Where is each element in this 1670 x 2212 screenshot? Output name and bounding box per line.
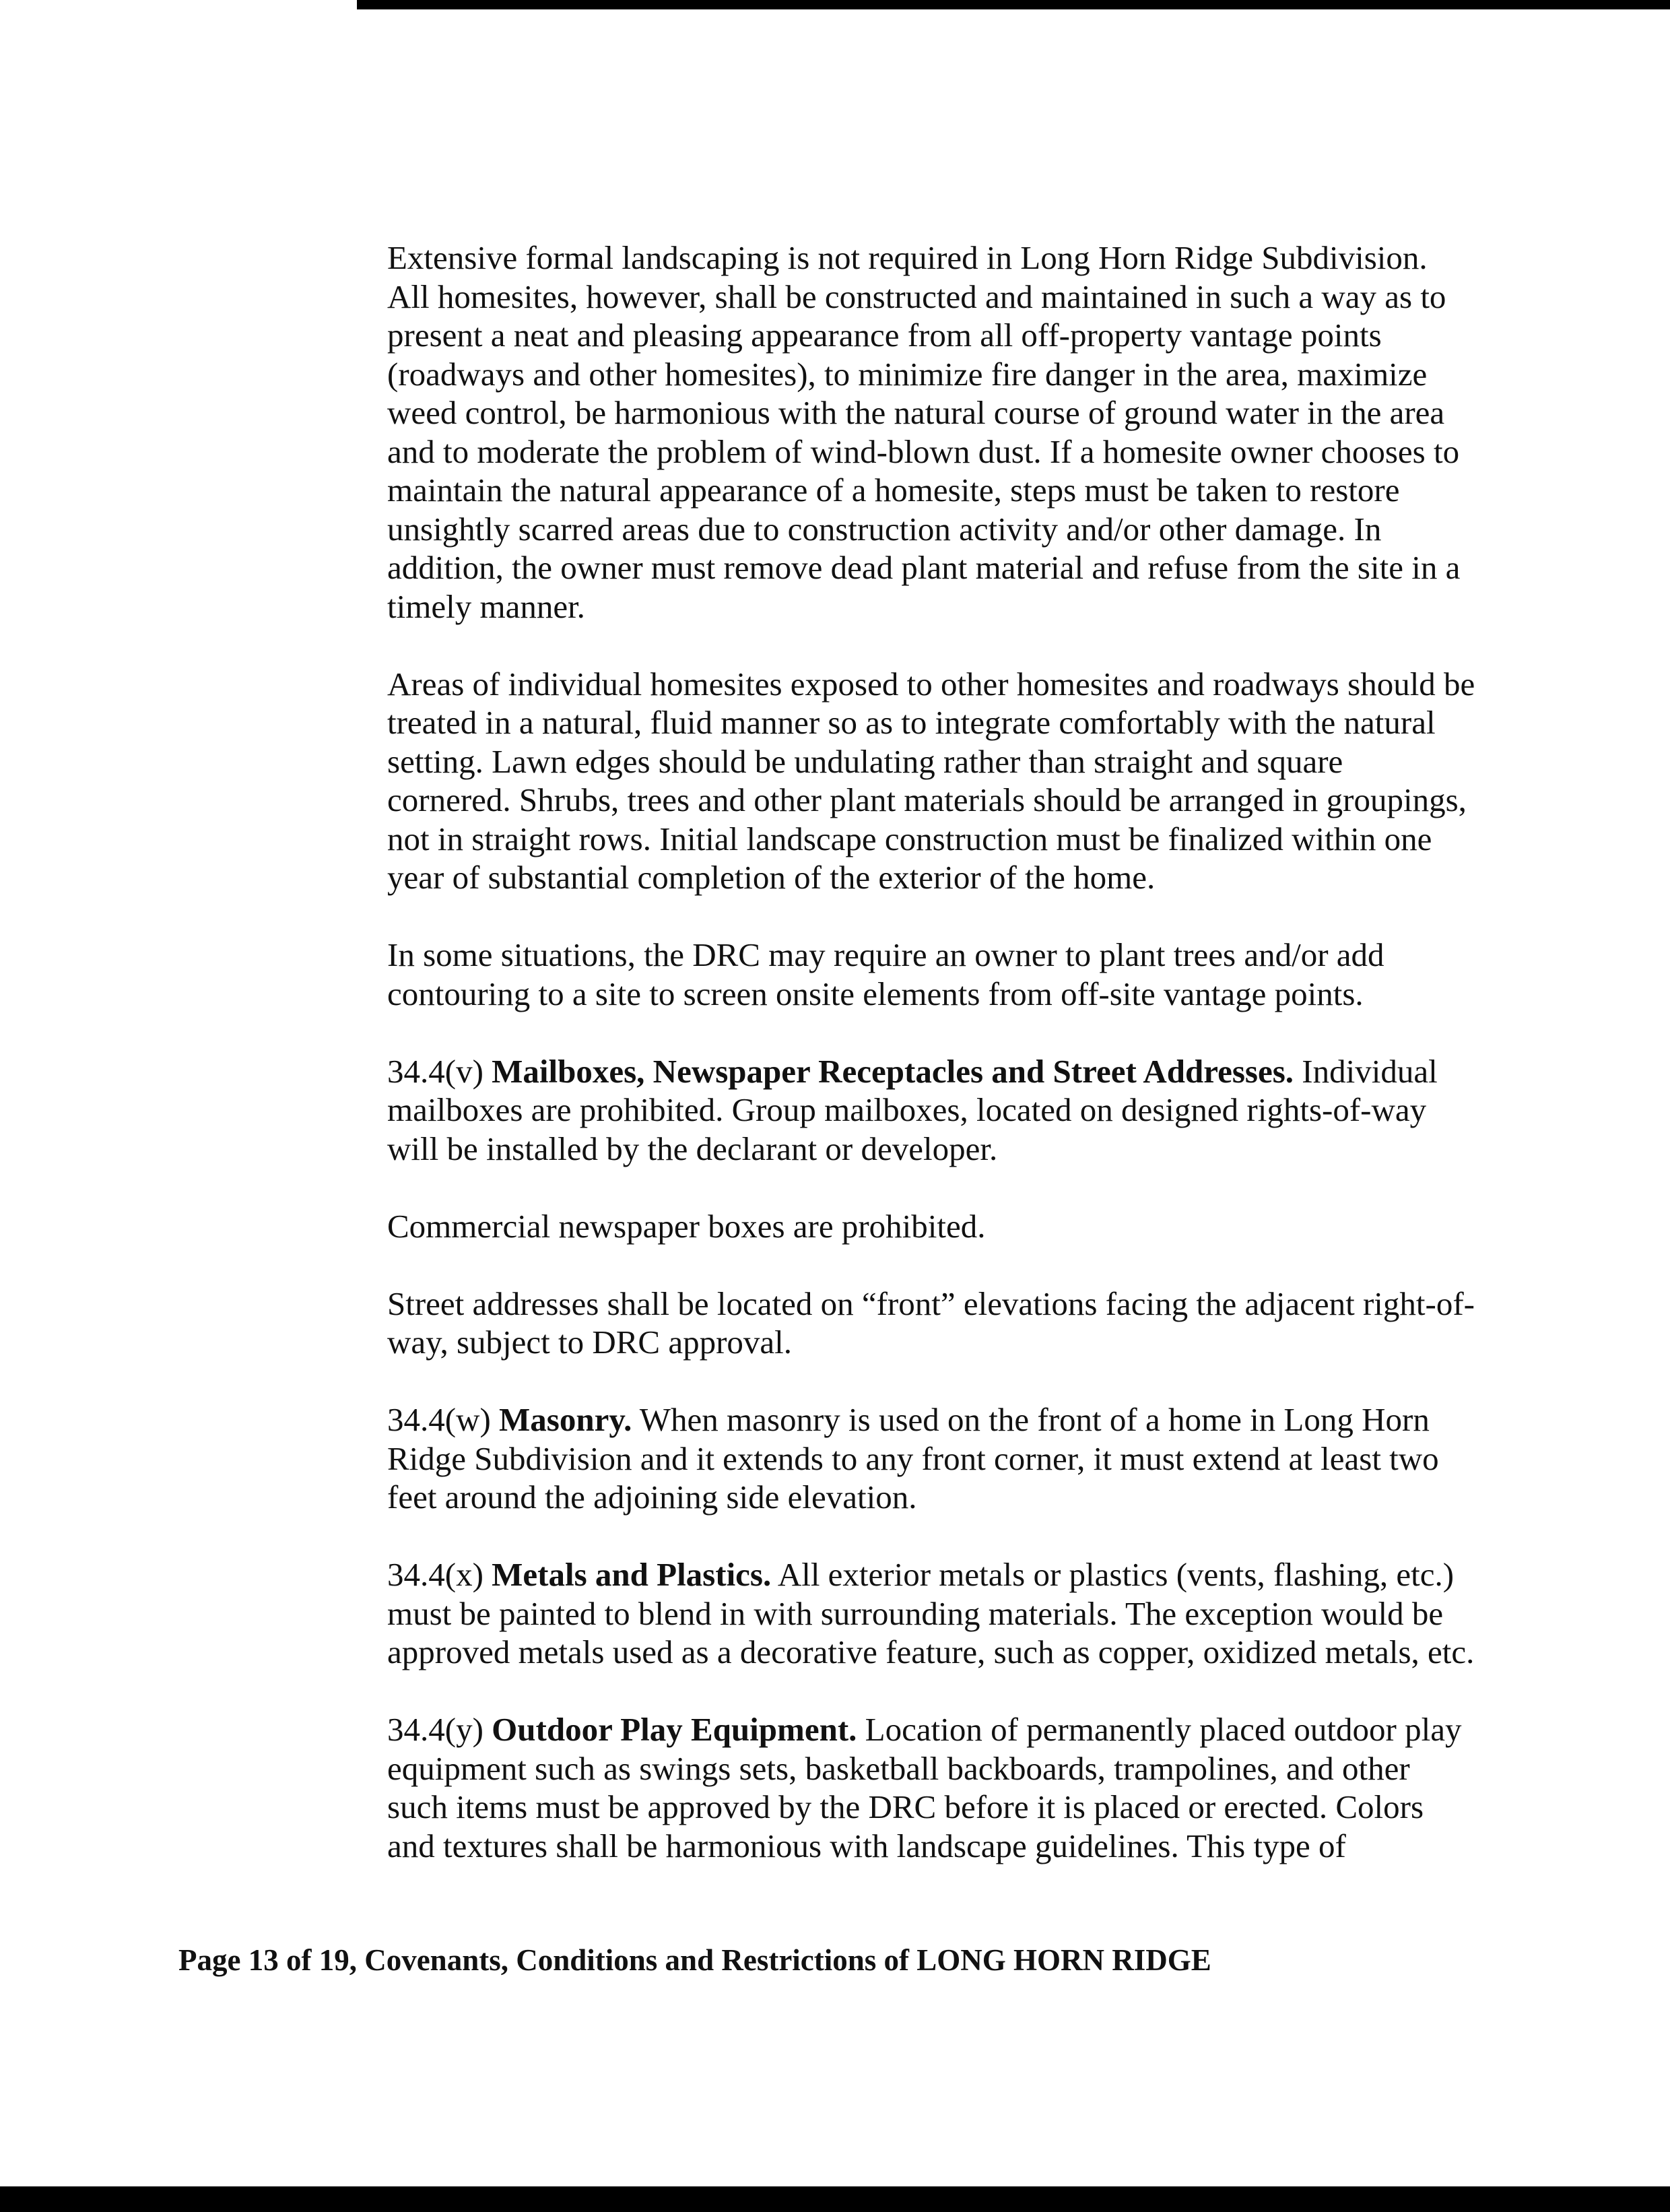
section-outdoor-play-equipment <box>387 1710 1508 1865</box>
text-line: Extensive formal landscaping is not required in Long Horn Ridge Subdivision. <box>387 239 1428 276</box>
text-line: All homesites, however, shall be constructed and maintained in such a way as to <box>387 278 1446 315</box>
section-heading: Metals and Plastics. <box>492 1556 772 1593</box>
text-line: Street addresses shall be located on “front” elevations facing the adjacent right-of- <box>387 1284 1475 1322</box>
text-line: setting. Lawn edges should be undulating rather than straight and square <box>387 742 1343 780</box>
text-line: In some situations, the DRC may require an owner to plant trees and/or add <box>387 936 1384 973</box>
section-metals-plastics <box>387 1555 1508 1672</box>
text-line: such items must be approved by the DRC before it is placed or erected. Colors <box>387 1788 1424 1825</box>
section-number: 34.4(x) <box>387 1556 483 1593</box>
text-line: mailboxes are prohibited. Group mailboxes, located on designed rights-of-way <box>387 1091 1427 1128</box>
text-line: cornered. Shrubs, trees and other plant materials should be arranged in groupings, <box>387 781 1467 818</box>
section-first-line <box>387 1052 1508 1091</box>
text-line: will be installed by the declarant or developer. <box>387 1130 998 1167</box>
text-line: unsightly scarred areas due to construction activity and/or other damage. In <box>387 510 1382 548</box>
text-line: treated in a natural, fluid manner so as to integrate comfortably with the natural <box>387 704 1436 741</box>
text-line: must be painted to blend in with surrounding materials. The exception would be <box>387 1594 1444 1632</box>
section-number: 34.4(v) <box>387 1052 483 1090</box>
paragraph-drc-trees <box>387 936 1508 1013</box>
section-heading: Outdoor Play Equipment. <box>492 1711 857 1748</box>
text-line: way, subject to DRC approval. <box>387 1324 793 1361</box>
paragraph-homesite-areas <box>387 665 1508 897</box>
section-heading: Masonry. <box>499 1401 632 1438</box>
scan-border-top <box>357 0 1670 9</box>
text-line: Areas of individual homesites exposed to other homesites and roadways should be <box>387 665 1475 703</box>
text-line: not in straight rows. Initial landscape construction must be finalized within one <box>387 820 1432 857</box>
section-number: 34.4(y) <box>387 1711 483 1748</box>
section-text: Location of permanently placed outdoor play <box>865 1711 1462 1748</box>
document-body <box>387 238 1508 1904</box>
text-line: equipment such as swings sets, basketball backboards, trampolines, and other <box>387 1749 1410 1787</box>
text-line: approved metals used as a decorative feature, such as copper, oxidized metals, etc. <box>387 1633 1475 1670</box>
paragraph-landscaping <box>387 238 1508 626</box>
text-line: weed control, be harmonious with the natural course of ground water in the area <box>387 394 1445 431</box>
section-number: 34.4(w) <box>387 1401 491 1438</box>
scan-border-bottom <box>0 2186 1670 2212</box>
text-line: and textures shall be harmonious with landscape guidelines. This type of <box>387 1827 1346 1864</box>
text-line: and to moderate the problem of wind-blown dust. If a homesite owner chooses to <box>387 432 1460 470</box>
text-line: present a neat and pleasing appearance from all off-property vantage points <box>387 317 1382 354</box>
page-footer: Page 13 of 19, Covenants, Conditions and Restrictions of LONG HORN RIDGE <box>178 1943 1211 1977</box>
section-first-line <box>387 1400 1508 1439</box>
text-line: Commercial newspaper boxes are prohibited. <box>387 1207 986 1245</box>
text-line: contouring to a site to screen onsite elements from off-site vantage points. <box>387 975 1364 1012</box>
section-first-line <box>387 1555 1508 1594</box>
section-masonry <box>387 1400 1508 1517</box>
section-first-line <box>387 1710 1508 1749</box>
text-line: (roadways and other homesites), to minimize fire danger in the area, maximize <box>387 355 1428 393</box>
section-text: When masonry is used on the front of a home in Long Horn <box>639 1401 1430 1438</box>
text-line: addition, the owner must remove dead plant material and refuse from the site in a <box>387 549 1461 586</box>
paragraph-newspaper-boxes <box>387 1207 1508 1246</box>
section-heading: Mailboxes, Newspaper Receptacles and Street Addresses. <box>492 1052 1294 1090</box>
paragraph-street-addresses <box>387 1284 1508 1362</box>
text-line: feet around the adjoining side elevation. <box>387 1478 917 1516</box>
section-text: All exterior metals or plastics (vents, flashing, etc.) <box>777 1556 1455 1593</box>
text-line: Ridge Subdivision and it extends to any front corner, it must extend at least two <box>387 1439 1439 1477</box>
text-line: timely manner. <box>387 587 585 625</box>
text-line: year of substantial completion of the exterior of the home. <box>387 859 1156 896</box>
section-mailboxes <box>387 1052 1508 1169</box>
section-text: Individual <box>1302 1052 1438 1090</box>
text-line: maintain the natural appearance of a homesite, steps must be taken to restore <box>387 471 1400 509</box>
